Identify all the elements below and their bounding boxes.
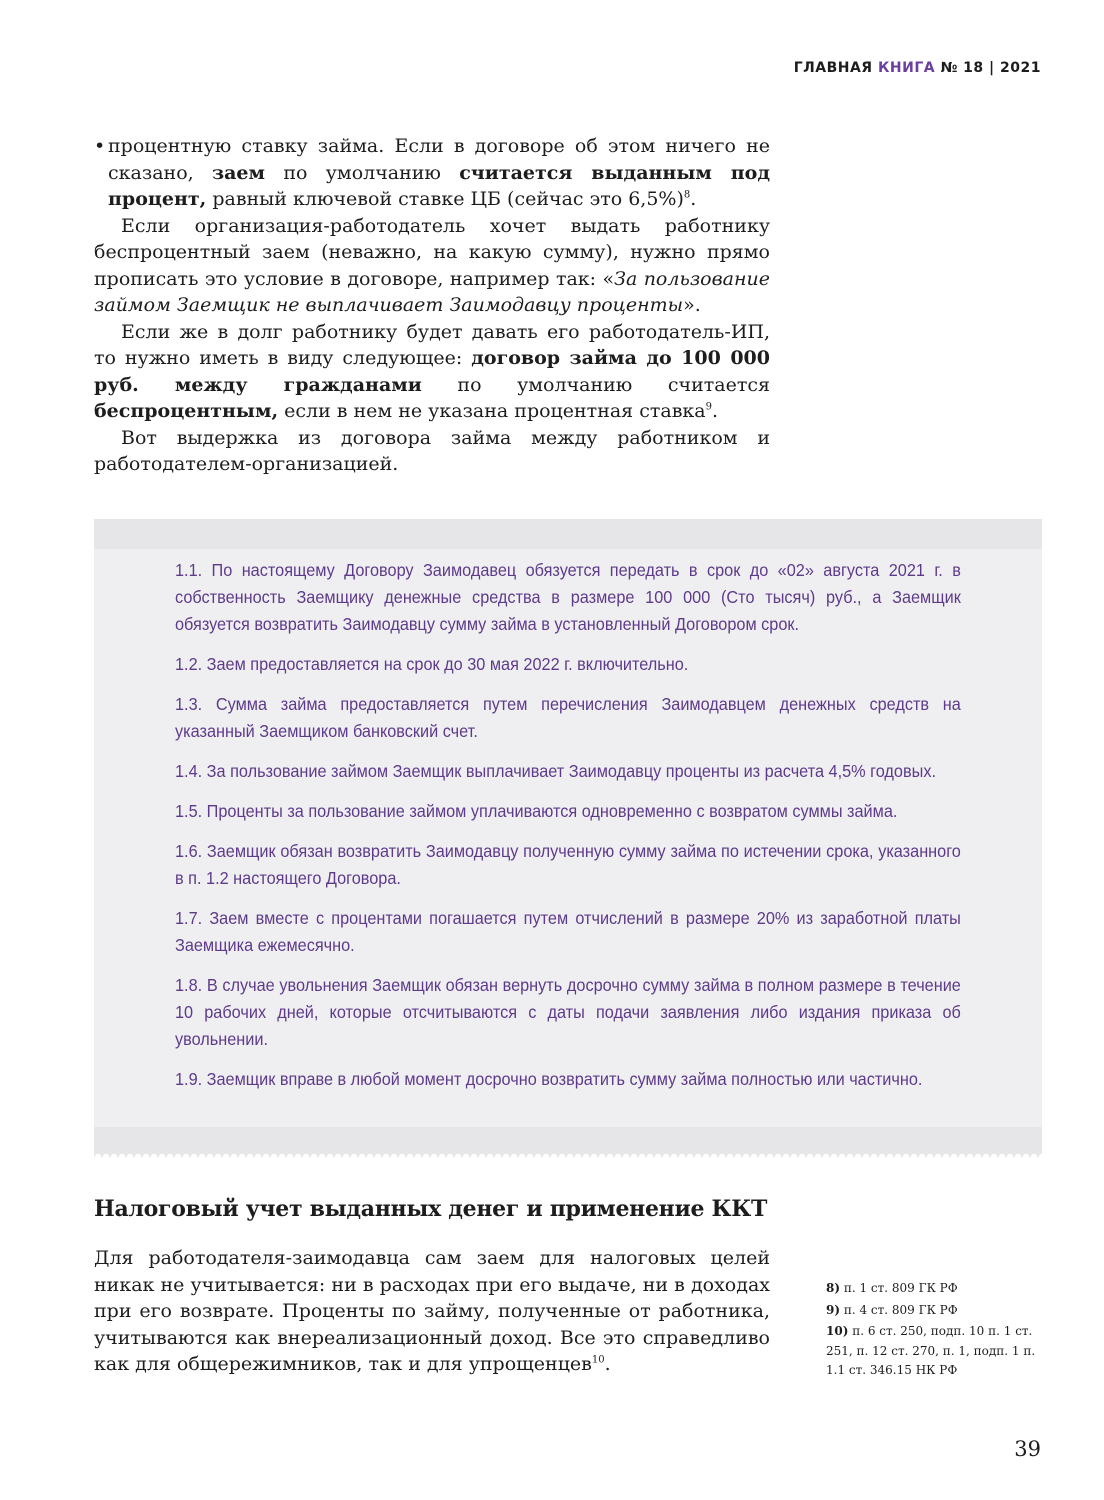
footnote: 8) п. 1 ст. 809 ГК РФ bbox=[826, 1281, 958, 1295]
clause: 1.8. В случае увольнения Заемщик обязан вернуть досрочно сумму займа в полном размере в течение 10 рабочих дней, которые отсчитываются с даты подачи заявления либо издания приказа об увольнении. bbox=[175, 975, 961, 1049]
section-heading: Налоговый учет выданных денег и применение ККТ bbox=[94, 1196, 768, 1222]
paragraph: Если организация-работодатель хочет выдать работнику беспроцентный заем (неважно, на какую сумму), нужно прямо прописать это условие в договоре, например так: «За пользование займом Заемщик не выплачивает Заимодавцу проценты». bbox=[94, 214, 770, 316]
clause: 1.7. Заем вместе с процентами погашается путем отчислений в размере 20% из заработной платы Заемщика ежемесячно. bbox=[175, 908, 961, 955]
box-bottom-band bbox=[94, 1127, 1042, 1157]
box-top-band bbox=[94, 519, 1042, 549]
bullet-icon: • bbox=[94, 135, 106, 157]
page-number: 39 bbox=[1014, 1437, 1041, 1461]
clause: 1.1. По настоящему Договору Заимодавец обязуется передать в срок до «02» августа 2021 г. в собственность Заемщику денежные средства в размере 100 000 (Сто тысяч) руб., а Заемщик обязуется возвратить Заимодавцу сумму займа в установленный Договором срок. bbox=[175, 560, 961, 634]
paragraph: Вот выдержка из договора займа между работником и работодателем-организацией. bbox=[94, 426, 770, 475]
intro-text bbox=[94, 133, 770, 478]
clause: 1.3. Сумма займа предоставляется путем перечисления Заимодавцем денежных средств на указанный Заемщиком банковский счет. bbox=[175, 694, 961, 741]
clause: 1.6. Заемщик обязан возвратить Заимодавцу полученную сумму займа по истечении срока, указанного в п. 1.2 настоящего Договора. bbox=[175, 841, 961, 888]
running-header bbox=[794, 60, 1041, 76]
footnote: 10) п. 6 ст. 250, подп. 10 п. 1 ст. 251, п. 12 ст. 270, п. 1, подп. 1 п. 1.1 ст. 346.15 НК РФ bbox=[826, 1324, 1036, 1377]
clause: 1.5. Проценты за пользование займом уплачиваются одновременно с возвратом суммы займа. bbox=[175, 801, 898, 821]
footnote-ref: 9 bbox=[705, 401, 712, 413]
issue-number: № 18 | 2021 bbox=[940, 60, 1041, 76]
paragraph: Если же в долг работнику будет давать его работодатель-ИП, то нужно иметь в виду следующее: договор займа до 100 000 руб. между гражданами по умолчанию считается беспроцентным, если в нем не указана процентная ставка$^9$. bbox=[94, 320, 770, 422]
footnote: 9) п. 4 ст. 809 ГК РФ bbox=[826, 1302, 958, 1317]
clause: 1.4. За пользование займом Заемщик выплачивает Заимодавцу проценты из расчета 4,5% годовых. bbox=[175, 761, 936, 781]
footnote-ref: 8 bbox=[683, 189, 691, 201]
magazine-title-accent: КНИГА bbox=[877, 60, 936, 76]
magazine-title: ГЛАВНАЯ bbox=[793, 60, 873, 76]
bullet-paragraph: • процентную ставку займа. Если в договоре об этом ничего не сказано, заем по умолчанию считается выданным под процент, равный ключевой ставке ЦБ (сейчас это 6,5%)$^8$. bbox=[94, 135, 770, 210]
clause: 1.9. Заемщик вправе в любой момент досрочно возвратить сумму займа полностью или частично. bbox=[175, 1069, 923, 1089]
footnotes bbox=[826, 1279, 1036, 1383]
footnote-ref: 10 bbox=[591, 1354, 605, 1366]
contract-excerpt-box bbox=[94, 519, 1042, 1157]
clause: 1.2. Заем предоставляется на срок до 30 мая 2022 г. включительно. bbox=[175, 654, 689, 674]
paragraph: Для работодателя-заимодавца сам заем для налоговых целей никак не учитывается: ни в расходах при его выдаче, ни в доходах при его возврате. Проценты по займу, полученные от работника, учитываются как внереализационный доход. Все это справедливо как для общережимников, так и для упрощенцев$^{10}$. bbox=[94, 1247, 770, 1375]
section-body bbox=[94, 1245, 770, 1378]
contract-clauses bbox=[175, 557, 961, 1106]
